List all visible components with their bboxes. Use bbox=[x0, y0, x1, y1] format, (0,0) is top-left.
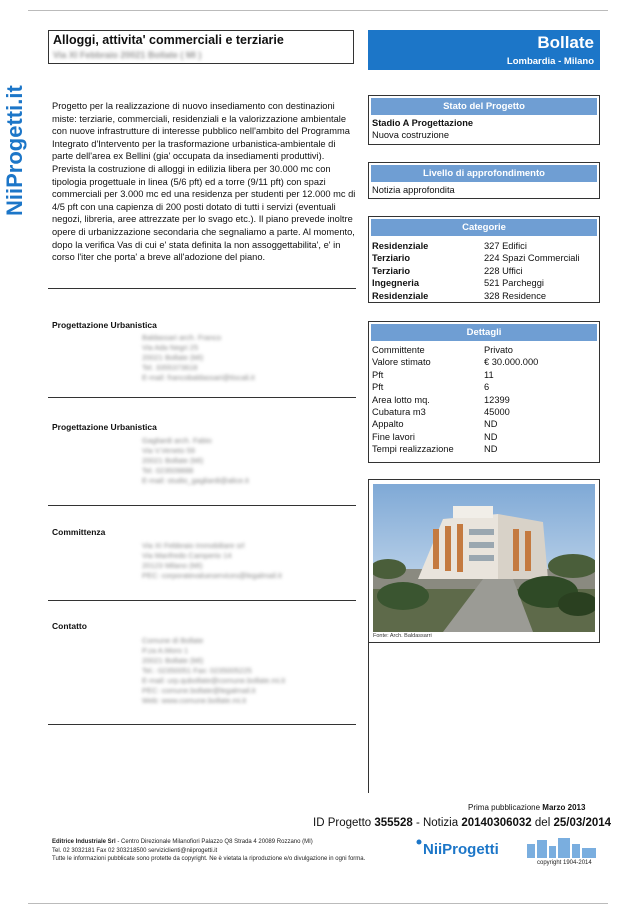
contact-line: Via V.Veneto 59 bbox=[142, 446, 195, 455]
categoria-key: Terziario bbox=[372, 265, 411, 276]
categoria-value: 521 Parcheggi bbox=[484, 278, 544, 289]
dettaglio-key: Committente bbox=[372, 345, 425, 355]
del-label: del bbox=[534, 817, 551, 829]
dettagli-header: Dettagli bbox=[371, 324, 597, 341]
contact-line: Via Manfredo Camperio 14 bbox=[142, 551, 232, 560]
livello-body bbox=[369, 184, 599, 199]
dettaglio-value: 45000 bbox=[484, 407, 510, 418]
dettaglio-value: € 30.000.000 bbox=[484, 357, 539, 368]
dettaglio-value: 6 bbox=[484, 382, 490, 393]
vertical-logo-text: NiiProgetti.it bbox=[2, 85, 27, 216]
categorie-body bbox=[369, 238, 599, 305]
contact-line: Tel. 3355373618 bbox=[142, 363, 198, 372]
categoria-row bbox=[372, 240, 596, 252]
id-label: ID Progetto bbox=[313, 817, 372, 829]
footer-address: - Centro Direzionale Milanofiori Palazzo Q8 Strada 4 20089 Rozzano (MI) bbox=[115, 839, 313, 845]
dettaglio-key: Fine lavori bbox=[372, 431, 415, 442]
footer-notice: Tutte le informazioni pubblicate sono protette da copyright. Ne è vietata la riproduzione e/o divulgazione in ogni forma. bbox=[52, 856, 366, 862]
niiprogetti-vertical-logo bbox=[0, 30, 30, 220]
categorie-box bbox=[368, 216, 600, 303]
contact-label-3: Committenza bbox=[52, 527, 106, 537]
dettaglio-key: Tempi realizzazione bbox=[372, 444, 454, 455]
contact-label-1: Progettazione Urbanistica bbox=[52, 320, 157, 330]
dettaglio-row bbox=[372, 418, 596, 430]
contact-line: Gagliardi arch. Fabio bbox=[142, 436, 212, 445]
bottom-rule bbox=[28, 903, 608, 904]
livello-header: Livello di approfondimento bbox=[371, 165, 597, 182]
contact-line: 20021 Bollate (MI) bbox=[142, 456, 204, 465]
dettaglio-key: Pft bbox=[372, 369, 384, 380]
stato-header: Stato del Progetto bbox=[371, 98, 597, 115]
project-id: 355528 bbox=[374, 817, 413, 829]
first-publication-date: Marzo 2013 bbox=[542, 803, 586, 812]
dettaglio-key: Cubatura m3 bbox=[372, 407, 426, 418]
contact-line: E-mail: francobaldassari@tiscali.it bbox=[142, 373, 255, 382]
contact-line: Comune di Bollate bbox=[142, 636, 204, 645]
contact-line: Via Ada Negri 25 bbox=[142, 343, 199, 352]
footer-company-line bbox=[52, 838, 365, 847]
contact-line: Web: www.comune.bollate.mi.it bbox=[142, 696, 247, 705]
niiprogetti-logo bbox=[415, 836, 600, 860]
stato-body bbox=[369, 117, 599, 145]
project-address: Via XI Febbraio 20021 Bollate ( MI ) bbox=[53, 50, 202, 60]
categoria-key: Terziario bbox=[372, 253, 411, 264]
dettaglio-row bbox=[372, 406, 596, 418]
dettaglio-value: 11 bbox=[484, 369, 494, 380]
dettaglio-key: Area lotto mq. bbox=[372, 394, 430, 405]
contact-line: 20021 Bollate (MI) bbox=[142, 353, 204, 362]
dettaglio-value: Privato bbox=[484, 345, 513, 355]
contact-block-4 bbox=[142, 636, 285, 706]
stato-value: Nuova costruzione bbox=[372, 130, 449, 141]
dettaglio-key: Pft bbox=[372, 382, 384, 393]
top-rule bbox=[28, 10, 608, 11]
dettaglio-value: ND bbox=[484, 419, 498, 430]
region-name: Lombardia - Milano bbox=[506, 56, 594, 67]
categoria-value: 228 Uffici bbox=[484, 265, 523, 276]
dettaglio-row bbox=[372, 443, 596, 455]
image-caption: Fonte: Arch. Baldassarri bbox=[373, 633, 432, 639]
categoria-row bbox=[372, 265, 596, 277]
dettaglio-row bbox=[372, 369, 596, 381]
dettaglio-row bbox=[372, 431, 596, 443]
livello-value: Notizia approfondita bbox=[372, 185, 455, 195]
dettaglio-key: Appalto bbox=[372, 419, 404, 430]
separator bbox=[48, 288, 356, 289]
categorie-header: Categorie bbox=[371, 219, 597, 236]
dettaglio-key: Valore stimato bbox=[372, 357, 431, 368]
dettagli-body bbox=[369, 343, 599, 459]
news-label: - Notizia bbox=[415, 817, 459, 829]
categoria-row bbox=[372, 252, 596, 264]
contact-line: E-mail: urp.qubollate@comune.bollate.mi.it bbox=[142, 676, 286, 685]
project-description: Progetto per la realizzazione di nuovo insediamento con destinazioni miste: terziarie, commerciali, residenziali e la valorizzazione ambientale con nuove infrastrutture di interesse pubblico nell'ambito del Programma Integrato d'Intervento per la trasformazione urbanistica-ambientale di parte dell'area ex Bellini (gia' occupata da insediamenti produttivi). Prevista la costruzione di alloggi in edilizia libera per 30.000 mc con tipologia progettuale in linea (5/6 pft) ed a torre (9/11 pft) con spazi commerciali per 3.000 mc ed una residenza per studenti per 12.000 mc di 4/5 pft con una capienza di 200 posti dotato di tutti i servizi (eventuali negozi, libreria, aree attrezzate per lo svago etc.). Il piano prevede inoltre opere di urbanizzazione secondaria che segnaliamo a parte. Al momento, dopo la verifica Vas di cui e' stata definita la non assoggettabilita', e' in corso l'iter che porta' a breve all'adozione del piano. bbox=[52, 101, 356, 263]
contact-line: E-mail: studio_gagliardi@alice.it bbox=[142, 476, 249, 485]
city-name: Bollate bbox=[537, 33, 594, 52]
categoria-value: 224 Spazi Commerciali bbox=[484, 253, 580, 264]
footer-text bbox=[52, 838, 365, 864]
city-box bbox=[368, 30, 600, 70]
categoria-value: 327 Edifici bbox=[484, 241, 527, 251]
dettaglio-row bbox=[372, 344, 596, 356]
dettaglio-row bbox=[372, 381, 596, 393]
first-publication bbox=[468, 803, 585, 812]
separator bbox=[48, 724, 356, 725]
separator bbox=[48, 397, 356, 398]
categoria-key: Ingegneria bbox=[372, 278, 420, 289]
contact-line: P.za A.Moro 1 bbox=[142, 646, 189, 655]
contact-line: PEC: comune.bollate@legalmail.it bbox=[142, 686, 256, 695]
logo-text: NiiProgetti bbox=[423, 841, 499, 858]
stato-stage: Stadio A Progettazione bbox=[372, 118, 474, 128]
dettaglio-row bbox=[372, 394, 596, 406]
project-rendering-image bbox=[373, 484, 595, 632]
dettagli-box bbox=[368, 321, 600, 463]
contact-line: Via XI Febbraio Immobiliare srl bbox=[142, 541, 245, 550]
copyright: copyright 1904-2014 bbox=[537, 860, 592, 866]
separator bbox=[48, 600, 356, 601]
contact-label-4: Contatto bbox=[52, 621, 87, 631]
contact-block-2 bbox=[142, 436, 249, 486]
dettaglio-value: ND bbox=[484, 444, 498, 455]
dettaglio-row bbox=[372, 356, 596, 368]
project-image-box bbox=[368, 479, 600, 643]
contact-line: Baldassari arch. Franco bbox=[142, 333, 222, 342]
categoria-key: Residenziale bbox=[372, 241, 429, 251]
contact-block-1 bbox=[142, 333, 255, 383]
categoria-value: 328 Residence bbox=[484, 290, 547, 301]
livello-box bbox=[368, 162, 600, 199]
news-date: 25/03/2014 bbox=[553, 817, 612, 829]
categoria-row bbox=[372, 277, 596, 289]
contact-line: Tel. 023509888 bbox=[142, 466, 194, 475]
footer-tel: Tel. 02 3032181 Fax 02 303218500 serviziclienti@niiprogetti.it bbox=[52, 847, 218, 854]
contact-label-2: Progettazione Urbanistica bbox=[52, 422, 157, 432]
categoria-row bbox=[372, 290, 596, 302]
contact-line: 20123 Milano (MI) bbox=[142, 561, 203, 570]
dettaglio-value: 12399 bbox=[484, 394, 510, 405]
dettaglio-value: ND bbox=[484, 431, 498, 442]
project-title: Alloggi, attivita' commerciali e terziarie bbox=[53, 33, 284, 47]
stato-progetto-box bbox=[368, 95, 600, 145]
categoria-key: Residenziale bbox=[372, 290, 429, 301]
contact-block-3 bbox=[142, 541, 282, 581]
first-publication-label: Prima pubblicazione bbox=[468, 803, 541, 812]
news-id: 20140306032 bbox=[461, 817, 532, 829]
contact-line: 20021 Bollate (MI) bbox=[142, 656, 204, 665]
contact-line: PEC: corporatevalueservices@legalmail.it bbox=[142, 571, 282, 580]
vertical-rule bbox=[368, 643, 369, 793]
footer-company: Editrice Industriale Srl bbox=[52, 839, 116, 845]
project-id-line bbox=[313, 817, 611, 829]
contact-line: Tel.: 02350051 Fax: 0235005225 bbox=[142, 666, 252, 675]
separator bbox=[48, 505, 356, 506]
title-box bbox=[48, 30, 354, 64]
